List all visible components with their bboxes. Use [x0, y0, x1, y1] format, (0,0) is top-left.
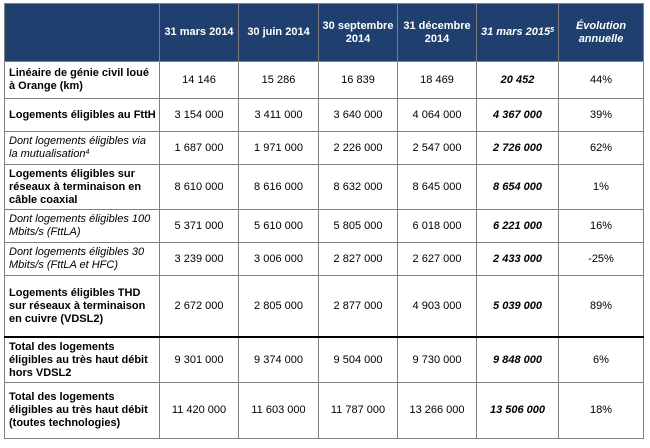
cell-value: 9 301 000 [160, 337, 239, 383]
cell-value: 18 469 [398, 62, 477, 99]
row-label: Logements éligibles THD sur réseaux à terminaison en cuivre (VDSL2) [5, 276, 160, 338]
cell-value: 5 805 000 [319, 210, 398, 243]
cell-value: 6 018 000 [398, 210, 477, 243]
cell-value: 8 610 000 [160, 165, 239, 210]
cell-evolution: 39% [559, 99, 644, 132]
cell-value: 14 146 [160, 62, 239, 99]
cell-value: 9 504 000 [319, 337, 398, 383]
header-date-col: 30 juin 2014 [239, 4, 319, 62]
table-row [5, 165, 644, 210]
cell-value: 9 374 000 [239, 337, 319, 383]
cell-value: 3 154 000 [160, 99, 239, 132]
cell-value: 3 411 000 [239, 99, 319, 132]
cell-evolution: 89% [559, 276, 644, 338]
table-row [5, 132, 644, 165]
cell-evolution: 16% [559, 210, 644, 243]
table-row-total [5, 337, 644, 383]
cell-evolution: 44% [559, 62, 644, 99]
footnote-ref: 4 [85, 149, 90, 156]
cell-value: 16 839 [319, 62, 398, 99]
table-row [5, 99, 644, 132]
cell-value: 13 266 000 [398, 383, 477, 439]
cell-value: 15 286 [239, 62, 319, 99]
cell-value: 1 971 000 [239, 132, 319, 165]
cell-value: 2 547 000 [398, 132, 477, 165]
cell-value: 3 006 000 [239, 243, 319, 276]
footnote-ref: 5 [550, 27, 555, 34]
header-evolution-col: Évolution annuelle [559, 4, 644, 62]
header-date-col-latest [477, 4, 559, 62]
header-date-col: 31 mars 2014 [160, 4, 239, 62]
cell-value-latest: 4 367 000 [477, 99, 559, 132]
row-label: Linéaire de génie civil loué à Orange (km) [5, 62, 160, 99]
cell-value-latest: 5 039 000 [477, 276, 559, 338]
cell-value: 5 610 000 [239, 210, 319, 243]
cell-value: 5 371 000 [160, 210, 239, 243]
cell-evolution: 1% [559, 165, 644, 210]
row-label: Total des logements éligibles au très haut débit hors VDSL2 [5, 337, 160, 383]
row-label: Logements éligibles sur réseaux à terminaison en câble coaxial [5, 165, 160, 210]
cell-value-latest: 20 452 [477, 62, 559, 99]
broadband-eligibility-table [4, 3, 644, 439]
header-date-col: 31 décembre 2014 [398, 4, 477, 62]
row-label: Dont logements éligibles 30 Mbits/s (FttLA et HFC) [5, 243, 160, 276]
cell-value: 4 903 000 [398, 276, 477, 338]
cell-value: 3 640 000 [319, 99, 398, 132]
row-label: Total des logements éligibles au très haut débit (toutes technologies) [5, 383, 160, 439]
cell-value-latest: 8 654 000 [477, 165, 559, 210]
cell-value: 1 687 000 [160, 132, 239, 165]
table-row-total [5, 383, 644, 439]
cell-value: 2 627 000 [398, 243, 477, 276]
cell-value-latest: 2 726 000 [477, 132, 559, 165]
cell-value-latest: 13 506 000 [477, 383, 559, 439]
row-label-text: Dont logements éligibles via la mutualisation [9, 135, 146, 160]
cell-value: 8 645 000 [398, 165, 477, 210]
table-row [5, 210, 644, 243]
cell-value: 8 616 000 [239, 165, 319, 210]
cell-value: 2 226 000 [319, 132, 398, 165]
cell-value: 11 787 000 [319, 383, 398, 439]
row-label: Logements éligibles au FttH [5, 99, 160, 132]
cell-value-latest: 6 221 000 [477, 210, 559, 243]
cell-value: 11 603 000 [239, 383, 319, 439]
table-row [5, 62, 644, 99]
cell-value: 2 827 000 [319, 243, 398, 276]
cell-evolution: -25% [559, 243, 644, 276]
header-date-col: 30 septembre 2014 [319, 4, 398, 62]
header-row [5, 4, 644, 62]
cell-value-latest: 2 433 000 [477, 243, 559, 276]
cell-value-latest: 9 848 000 [477, 337, 559, 383]
cell-value: 2 805 000 [239, 276, 319, 338]
table-row [5, 243, 644, 276]
cell-value: 9 730 000 [398, 337, 477, 383]
header-date-text: 31 mars 2015 [480, 26, 551, 38]
row-label: Dont logements éligibles 100 Mbits/s (FttLA) [5, 210, 160, 243]
cell-value: 2 672 000 [160, 276, 239, 338]
cell-evolution: 62% [559, 132, 644, 165]
cell-value: 4 064 000 [398, 99, 477, 132]
cell-value: 3 239 000 [160, 243, 239, 276]
cell-value: 11 420 000 [160, 383, 239, 439]
table-row [5, 276, 644, 338]
cell-value: 8 632 000 [319, 165, 398, 210]
row-label [5, 132, 160, 165]
cell-evolution: 6% [559, 337, 644, 383]
header-corner-cell [5, 4, 160, 62]
cell-evolution: 18% [559, 383, 644, 439]
cell-value: 2 877 000 [319, 276, 398, 338]
